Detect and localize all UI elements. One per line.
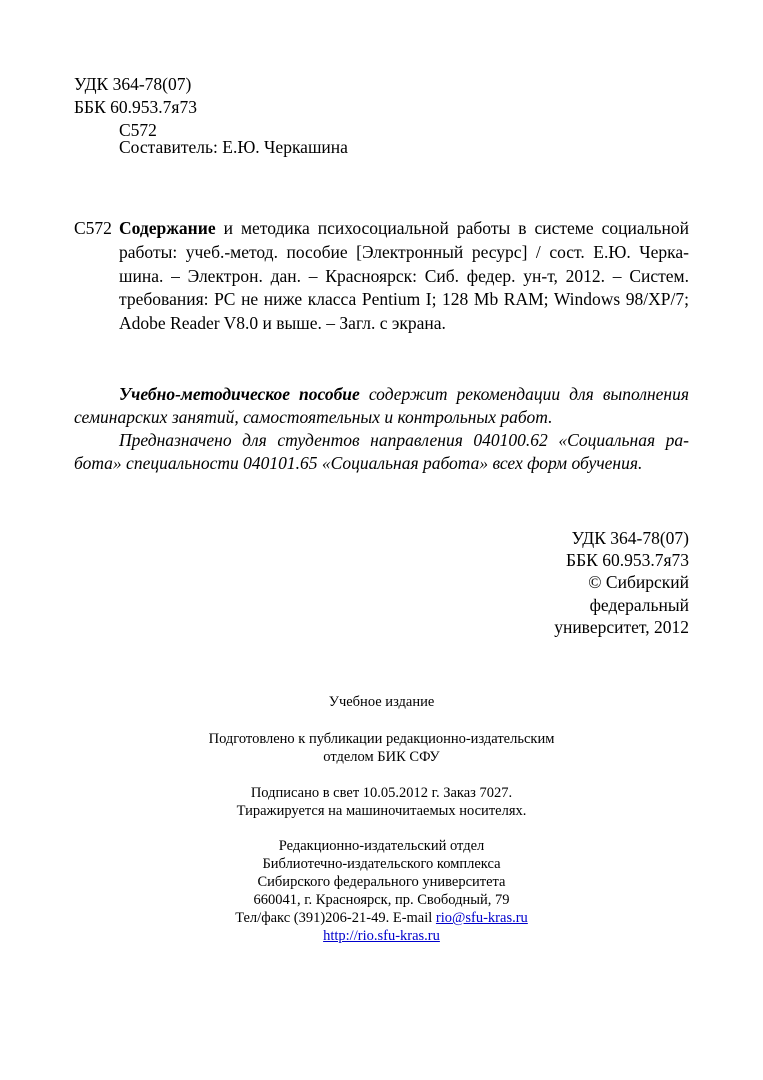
record-line-3: шина. – Электрон. дан. – Красноярск: Сиб. федер. ун-т, 2012. – Систем. — [119, 265, 689, 286]
abstract-p2-line2: бота» специальности 040101.65 «Социальная работа» всех форм обучения. — [74, 453, 643, 473]
bibliographic-record — [119, 217, 689, 336]
publisher-dept-3: Сибирского федерального университета — [257, 874, 506, 890]
contact-line — [0, 909, 763, 927]
udk-code: УДК 364-78(07) — [74, 74, 192, 94]
abstract-title: Учебно-методическое пособие — [119, 384, 360, 404]
publisher-dept-2: Библиотечно-издательского комплекса — [262, 856, 501, 872]
edition-type: Учебное издание — [328, 694, 435, 710]
record-line-4: требования: PC не ниже класса Pentium I; 128 Mb RAM; Windows 98/XP/7; — [119, 289, 689, 310]
website-link[interactable]: http://rio.sfu-kras.ru — [323, 928, 440, 944]
copies-line: Тиражируется на машиночитаемых носителях. — [236, 803, 527, 819]
record-author-mark: С572 — [74, 218, 112, 238]
publisher-dept-1: Редакционно-издательский отдел — [278, 838, 485, 854]
prepared-line-2: отделом БИК СФУ — [323, 749, 440, 765]
signed-line: Подписано в свет 10.05.2012 г. Заказ 7027. — [250, 785, 513, 801]
email-link[interactable]: rio@sfu-kras.ru — [435, 910, 528, 926]
record-title: Содержание — [119, 218, 216, 238]
abstract-p1-line2: семинарских занятий, самостоятельных и контрольных работ. — [74, 407, 553, 427]
copyright-line-1: © Сибирский — [588, 572, 689, 593]
author-mark: С572 — [119, 120, 157, 140]
phone-text: Тел/факс (391)206-21-49. E-mail — [235, 910, 436, 926]
record-line-5: Adobe Reader V8.0 и выше. – Загл. с экрана. — [119, 313, 446, 334]
record-line-1: Содержание и методика психосоциальной работы в системе социальной — [119, 218, 689, 238]
copyright-block — [554, 527, 689, 638]
bbk-code: ББК 60.953.7я73 — [74, 97, 197, 117]
copyright-line-2: федеральный — [589, 594, 689, 615]
abstract — [74, 383, 689, 475]
compiler-line: Составитель: Е.Ю. Черкашина — [119, 137, 348, 157]
prepared-line-1: Подготовлено к публикации редакционно-издательским — [208, 731, 555, 747]
publisher-address: 660041, г. Красноярск, пр. Свободный, 79 — [253, 892, 510, 908]
right-bbk: ББК 60.953.7я73 — [566, 550, 689, 571]
abstract-p1-line1: Учебно-методическое пособие содержит рекомендации для выполнения — [119, 384, 689, 404]
record-line-2: работы: учеб.-метод. пособие [Электронный ресурс] / сост. Е.Ю. Черка- — [119, 241, 689, 262]
abstract-p2-line1: Предназначено для студентов направления 040100.62 «Социальная ра- — [119, 430, 689, 450]
copyright-line-3: университет, 2012 — [554, 616, 689, 637]
site-line — [0, 927, 763, 945]
right-udk: УДК 364-78(07) — [571, 528, 689, 548]
